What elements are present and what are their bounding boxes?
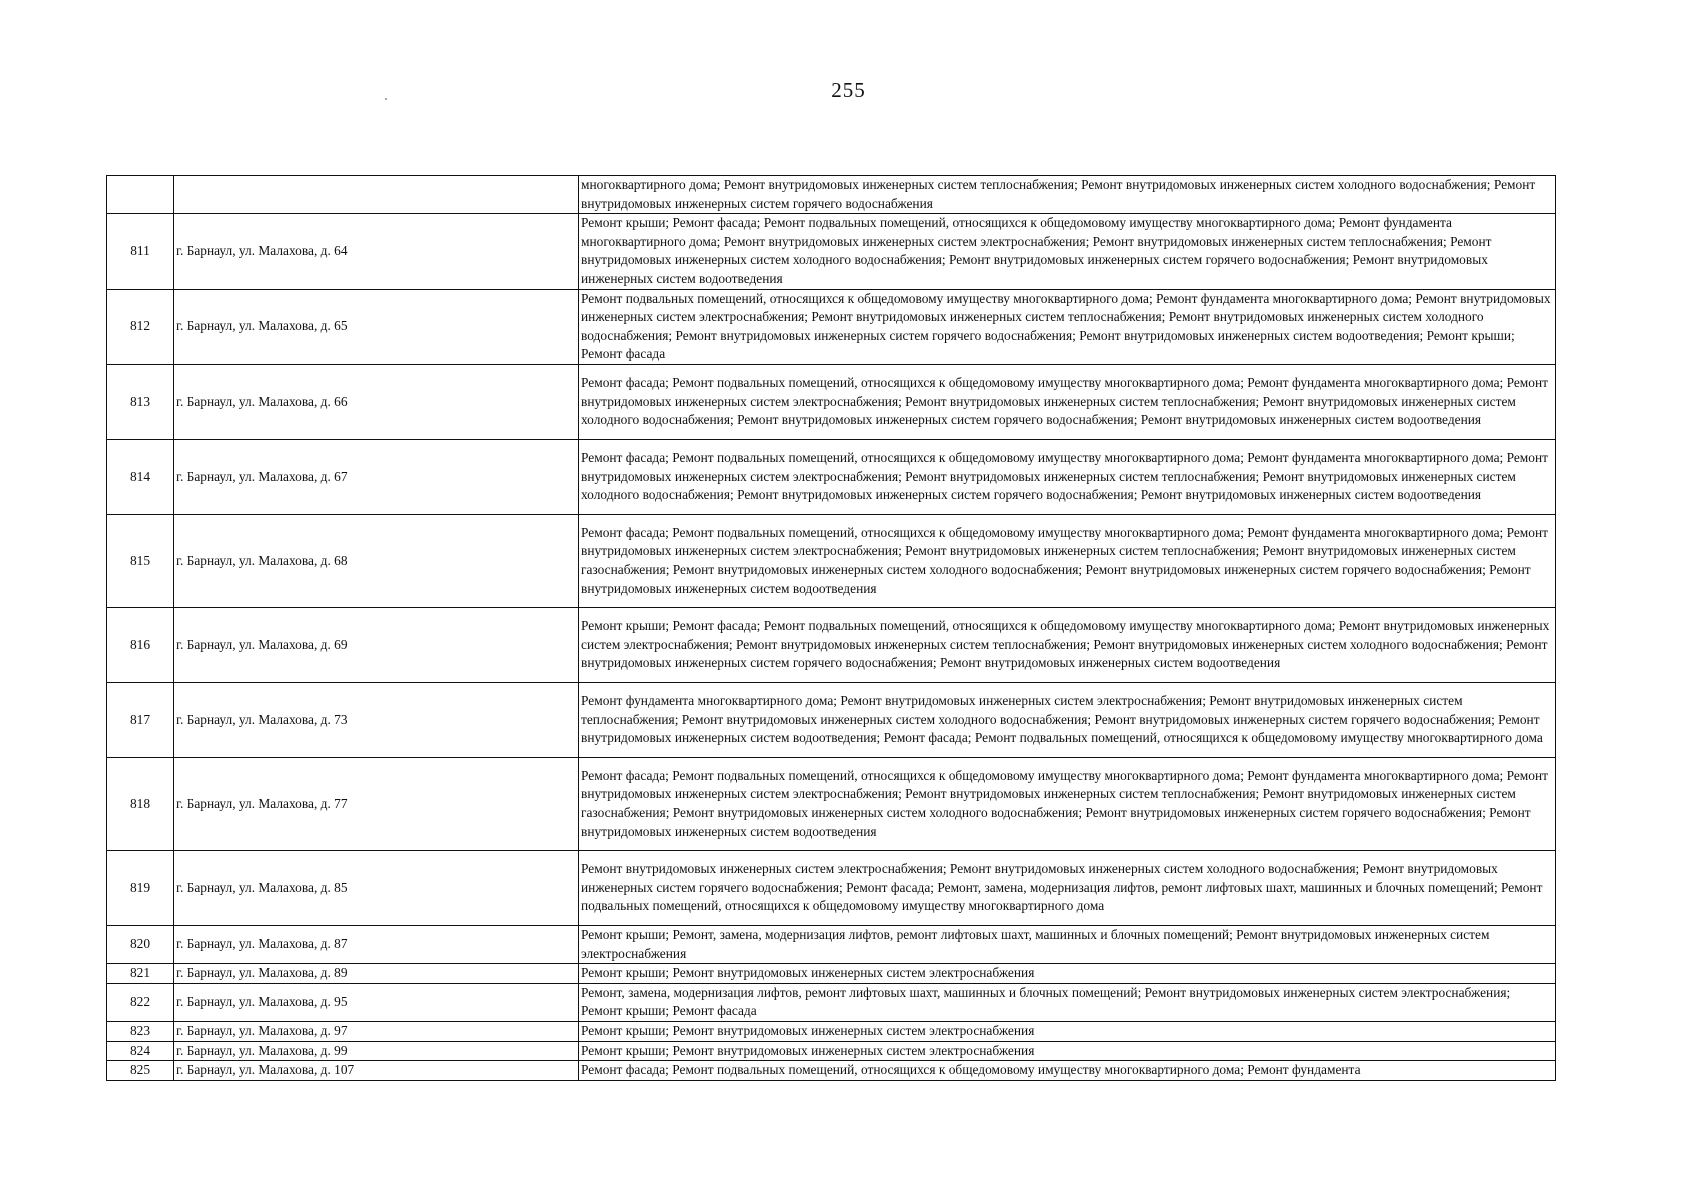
row-works: Ремонт фасада; Ремонт подвальных помещений, относящихся к общедомовому имуществу многоквартирного дома; Ремонт фундамента многоквартирного дома; Ремонт внутридомовых инженерных систем электроснабжения; Ремонт внутридомовых инженерных систем теплоснабжения; Ремонт внутридомовых инженерных систем газоснабжения; Ремонт внутридомовых инженерных систем холодного водоснабжения; Ремонт внутридомовых инженерных систем горячего водоснабжения; Ремонт внутридомовых инженерных систем водоотведения — [579, 757, 1556, 850]
row-address: г. Барнаул, ул. Малахова, д. 68 — [174, 514, 579, 607]
table-row — [107, 925, 1556, 963]
page-number: 255 — [831, 78, 866, 102]
row-number: 824 — [107, 1041, 174, 1061]
table-row — [107, 514, 1556, 607]
row-number: 825 — [107, 1061, 174, 1081]
table-row — [107, 757, 1556, 850]
row-number: 819 — [107, 850, 174, 925]
table-row — [107, 682, 1556, 757]
row-works: Ремонт крыши; Ремонт, замена, модернизация лифтов, ремонт лифтовых шахт, машинных и блочных помещений; Ремонт внутридомовых инженерных систем электроснабжения — [579, 925, 1556, 963]
scan-speck — [385, 98, 387, 100]
row-address: г. Барнаул, ул. Малахова, д. 65 — [174, 289, 579, 364]
row-address: г. Барнаул, ул. Малахова, д. 69 — [174, 607, 579, 682]
row-address: г. Барнаул, ул. Малахова, д. 67 — [174, 439, 579, 514]
row-address: г. Барнаул, ул. Малахова, д. 64 — [174, 214, 579, 289]
table-row — [107, 214, 1556, 289]
houses-repair-table — [106, 175, 1556, 1081]
row-number: 811 — [107, 214, 174, 289]
row-address: г. Барнаул, ул. Малахова, д. 73 — [174, 682, 579, 757]
row-number — [107, 176, 174, 214]
row-number: 814 — [107, 439, 174, 514]
row-number: 812 — [107, 289, 174, 364]
row-works: Ремонт фасада; Ремонт подвальных помещений, относящихся к общедомовому имуществу многоквартирного дома; Ремонт фундамента многоквартирного дома; Ремонт внутридомовых инженерных систем электроснабжения; Ремонт внутридомовых инженерных систем теплоснабжения; Ремонт внутридомовых инженерных систем холодного водоснабжения; Ремонт внутридомовых инженерных систем горячего водоснабжения; Ремонт внутридомовых инженерных систем водоотведения — [579, 364, 1556, 439]
row-works: Ремонт внутридомовых инженерных систем электроснабжения; Ремонт внутридомовых инженерных систем холодного водоснабжения; Ремонт внутридомовых инженерных систем горячего водоснабжения; Ремонт фасада; Ремонт, замена, модернизация лифтов, ремонт лифтовых шахт, машинных и блочных помещений; Ремонт подвальных помещений, относящихся к общедомовому имуществу многоквартирного дома — [579, 850, 1556, 925]
row-works: Ремонт крыши; Ремонт фасада; Ремонт подвальных помещений, относящихся к общедомовому имуществу многоквартирного дома; Ремонт внутридомовых инженерных систем электроснабжения; Ремонт внутридомовых инженерных систем теплоснабжения; Ремонт внутридомовых инженерных систем холодного водоснабжения; Ремонт внутридомовых инженерных систем горячего водоснабжения; Ремонт внутридомовых инженерных систем водоотведения — [579, 607, 1556, 682]
row-works: Ремонт крыши; Ремонт внутридомовых инженерных систем электроснабжения — [579, 964, 1556, 984]
table-row — [107, 176, 1556, 214]
row-number: 813 — [107, 364, 174, 439]
row-works: Ремонт крыши; Ремонт внутридомовых инженерных систем электроснабжения — [579, 1021, 1556, 1041]
row-works: Ремонт фасада; Ремонт подвальных помещений, относящихся к общедомовому имуществу многоквартирного дома; Ремонт фундамента многоквартирного дома; Ремонт внутридомовых инженерных систем электроснабжения; Ремонт внутридомовых инженерных систем теплоснабжения; Ремонт внутридомовых инженерных систем газоснабжения; Ремонт внутридомовых инженерных систем холодного водоснабжения; Ремонт внутридомовых инженерных систем горячего водоснабжения; Ремонт внутридомовых инженерных систем водоотведения — [579, 514, 1556, 607]
table-row — [107, 439, 1556, 514]
row-works: Ремонт фундамента многоквартирного дома; Ремонт внутридомовых инженерных систем электроснабжения; Ремонт внутридомовых инженерных систем теплоснабжения; Ремонт внутридомовых инженерных систем холодного водоснабжения; Ремонт внутридомовых инженерных систем горячего водоснабжения; Ремонт внутридомовых инженерных систем водоотведения; Ремонт фасада; Ремонт подвальных помещений, относящихся к общедомовому имуществу многоквартирного дома — [579, 682, 1556, 757]
row-address — [174, 176, 579, 214]
table-row — [107, 289, 1556, 364]
row-number: 820 — [107, 925, 174, 963]
row-number: 818 — [107, 757, 174, 850]
row-address: г. Барнаул, ул. Малахова, д. 95 — [174, 983, 579, 1021]
table-row — [107, 607, 1556, 682]
table-row — [107, 364, 1556, 439]
row-address: г. Барнаул, ул. Малахова, д. 87 — [174, 925, 579, 963]
table-row — [107, 1041, 1556, 1061]
row-works: Ремонт фасада; Ремонт подвальных помещений, относящихся к общедомовому имуществу многоквартирного дома; Ремонт фундамента многоквартирного дома; Ремонт внутридомовых инженерных систем электроснабжения; Ремонт внутридомовых инженерных систем теплоснабжения; Ремонт внутридомовых инженерных систем холодного водоснабжения; Ремонт внутридомовых инженерных систем горячего водоснабжения; Ремонт внутридомовых инженерных систем водоотведения — [579, 439, 1556, 514]
row-number: 816 — [107, 607, 174, 682]
table-row — [107, 964, 1556, 984]
table-row — [107, 983, 1556, 1021]
row-number: 822 — [107, 983, 174, 1021]
row-works: Ремонт фасада; Ремонт подвальных помещений, относящихся к общедомовому имуществу многоквартирного дома; Ремонт фундамента — [579, 1061, 1556, 1081]
row-works: Ремонт, замена, модернизация лифтов, ремонт лифтовых шахт, машинных и блочных помещений; Ремонт внутридомовых инженерных систем электроснабжения; Ремонт крыши; Ремонт фасада — [579, 983, 1556, 1021]
row-works: Ремонт крыши; Ремонт внутридомовых инженерных систем электроснабжения — [579, 1041, 1556, 1061]
row-number: 821 — [107, 964, 174, 984]
row-address: г. Барнаул, ул. Малахова, д. 89 — [174, 964, 579, 984]
row-number: 815 — [107, 514, 174, 607]
row-number: 823 — [107, 1021, 174, 1041]
table-row — [107, 1021, 1556, 1041]
row-works: Ремонт крыши; Ремонт фасада; Ремонт подвальных помещений, относящихся к общедомовому имуществу многоквартирного дома; Ремонт фундамента многоквартирного дома; Ремонт внутридомовых инженерных систем электроснабжения; Ремонт внутридомовых инженерных систем теплоснабжения; Ремонт внутридомовых инженерных систем холодного водоснабжения; Ремонт внутридомовых инженерных систем горячего водоснабжения; Ремонт внутридомовых инженерных систем водоотведения — [579, 214, 1556, 289]
row-address: г. Барнаул, ул. Малахова, д. 77 — [174, 757, 579, 850]
table-row — [107, 1061, 1556, 1081]
row-address: г. Барнаул, ул. Малахова, д. 107 — [174, 1061, 579, 1081]
row-address: г. Барнаул, ул. Малахова, д. 85 — [174, 850, 579, 925]
row-address: г. Барнаул, ул. Малахова, д. 99 — [174, 1041, 579, 1061]
row-works: многоквартирного дома; Ремонт внутридомовых инженерных систем теплоснабжения; Ремонт внутридомовых инженерных систем холодного водоснабжения; Ремонт внутридомовых инженерных систем горячего водоснабжения — [579, 176, 1556, 214]
table-row — [107, 850, 1556, 925]
row-works: Ремонт подвальных помещений, относящихся к общедомовому имуществу многоквартирного дома; Ремонт фундамента многоквартирного дома; Ремонт внутридомовых инженерных систем электроснабжения; Ремонт внутридомовых инженерных систем теплоснабжения; Ремонт внутридомовых инженерных систем холодного водоснабжения; Ремонт внутридомовых инженерных систем горячего водоснабжения; Ремонт внутридомовых инженерных систем водоотведения; Ремонт крыши; Ремонт фасада — [579, 289, 1556, 364]
row-address: г. Барнаул, ул. Малахова, д. 97 — [174, 1021, 579, 1041]
row-number: 817 — [107, 682, 174, 757]
row-address: г. Барнаул, ул. Малахова, д. 66 — [174, 364, 579, 439]
